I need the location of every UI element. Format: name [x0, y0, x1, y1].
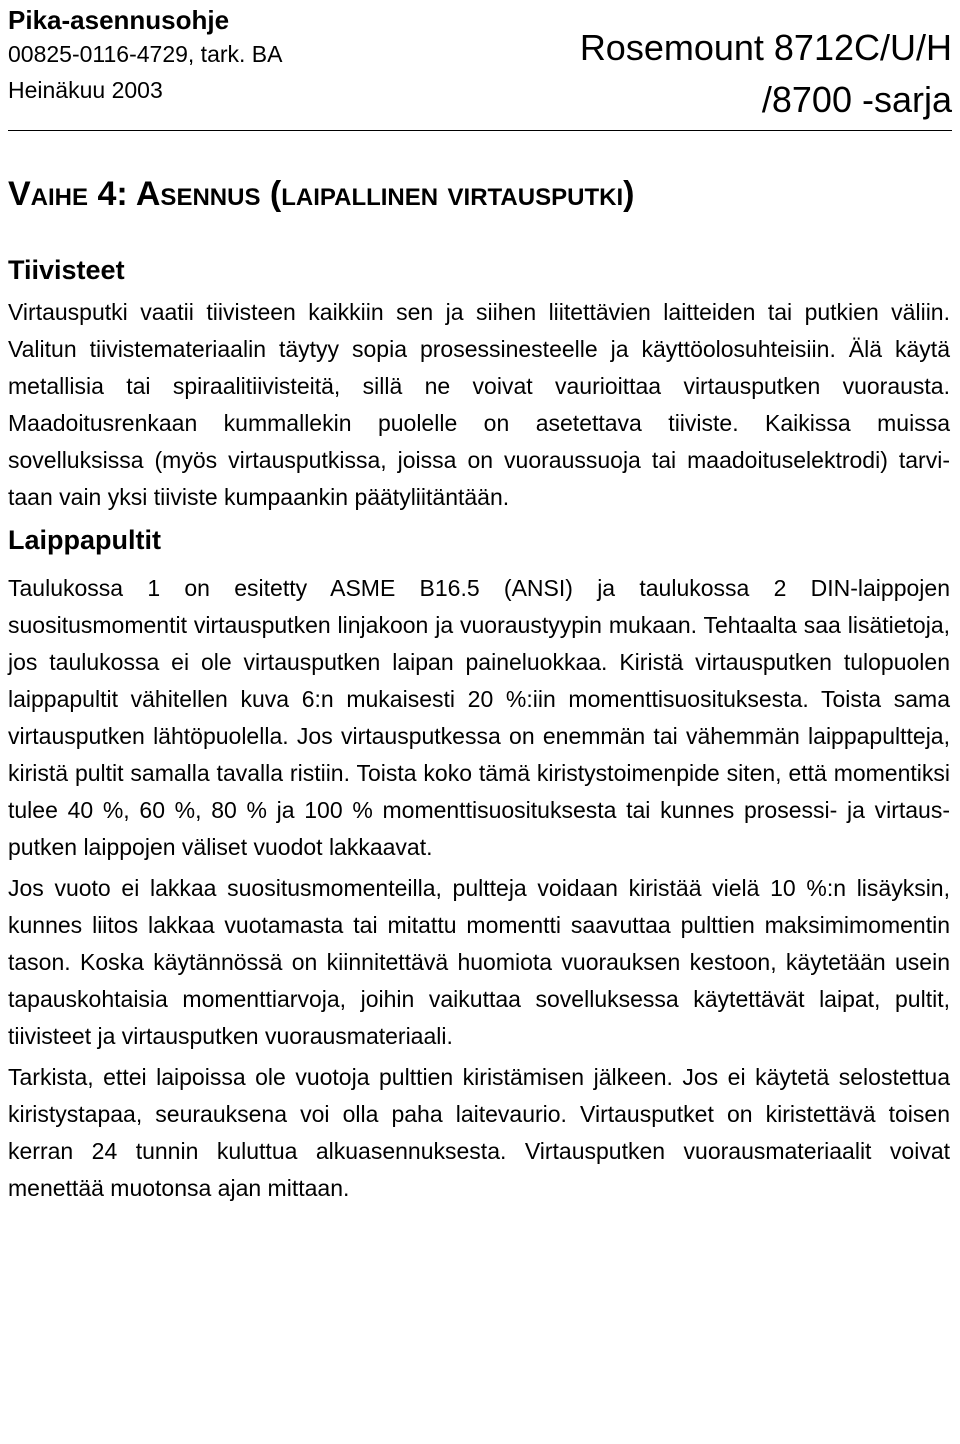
product-title-line2: /8700 -sarja: [761, 79, 952, 120]
paragraph-laippapultit-1: Taulukossa 1 on esitetty ASME B16.5 (ANSI) ja taulukossa 2 DIN-laippojen suositusmomentit virtausputken linjakoon ja vuoraustyypin mukaan. Tehtaalta saa lisätietoja, jos taulukossa ei ole virtausputken laipan paineluokkaa. Kiristä virtausputken tulopuolen laippapultit vähitellen kuva 6:n mukaisesti 20 %:iin momenttisuosituksesta. Toista sama virtausputken lähtöpuolella. Jos virtausputkessa on enemmän tai vähemmän laippapultteja, kiristä pultit samalla tavalla ristiin. Toista koko tämä kiristystoimenpide siten, että momentiksi tulee 40 %, 60 %, 80 % ja 100 % momenttisuosituksesta tai kunnes prosessi- ja virtausputken laippojen väliset vuodot lakkaavat.: [8, 575, 950, 860]
header-left: [8, 4, 282, 108]
product-title-line1: Rosemount 8712C/U/H: [579, 27, 952, 68]
product-title: [580, 22, 952, 126]
step-heading: Vaihe 4: Asennus (laipallinen virtausputki): [8, 175, 635, 213]
document-number: 00825-0116-4729, tark. BA: [8, 41, 283, 67]
section-title-laippapultit: Laippapultit: [8, 525, 161, 555]
paragraph-tiivisteet: Virtausputki vaatii tiivisteen kaikkiin sen ja siihen liitettävien laitteiden tai putkien väliin. Valitun tiivistemateriaalin täytyy sopia prosessinesteelle ja käyttöolosuhteisiin. Älä käytä metallisia tai spiraalitiivisteitä, sillä ne voivat vaurioittaa virtausputken vuorausta. Maadoitusrenkaan kummallekin puolelle on asetettava tiiviste. Kaikissa muissa sovelluksissa (myös virtausputkissa, joissa on vuoraussuoja tai maadoituselektrodi) tarvitaan vain yksi tiiviste kumpaankin päätyliitäntään.: [8, 299, 950, 510]
document-type: Pika-asennusohje: [8, 5, 230, 35]
main-content: [8, 252, 950, 1207]
paragraph-laippapultit-3: Tarkista, ettei laipoissa ole vuotoja pulttien kiristämisen jälkeen. Jos ei käytetä selostettua kiristystapaa, seurauksena voi olla paha laitevaurio. Virtausputket on kiristettävä toisen kerran 24 tunnin kuluttua alkuasennuksesta. Virtausputken vuorausmateriaalit voivat menettää muotonsa ajan mittaan.: [8, 1064, 950, 1201]
paragraph-laippapultit-2: Jos vuoto ei lakkaa suositusmomenteilla, pultteja voidaan kiristää vielä 10 %:n lisäyksin, kunnes liitos lakkaa vuotamasta tai mitattu momentti saavuttaa pulttien maksimimomentin tason. Koska käytännössä on kiinnitettävä huomiota vuorauksen kestoon, käytetään usein tapauskohtaisia momenttiarvoja, joihin vaikuttaa sovelluksessa käytettävät laipat, pultit, tiivisteet ja virtausputken vuorausmateriaali.: [8, 875, 950, 1049]
document-date: Heinäkuu 2003: [8, 77, 163, 103]
section-title-tiivisteet: Tiivisteet: [8, 255, 125, 285]
header-divider: [8, 130, 952, 131]
